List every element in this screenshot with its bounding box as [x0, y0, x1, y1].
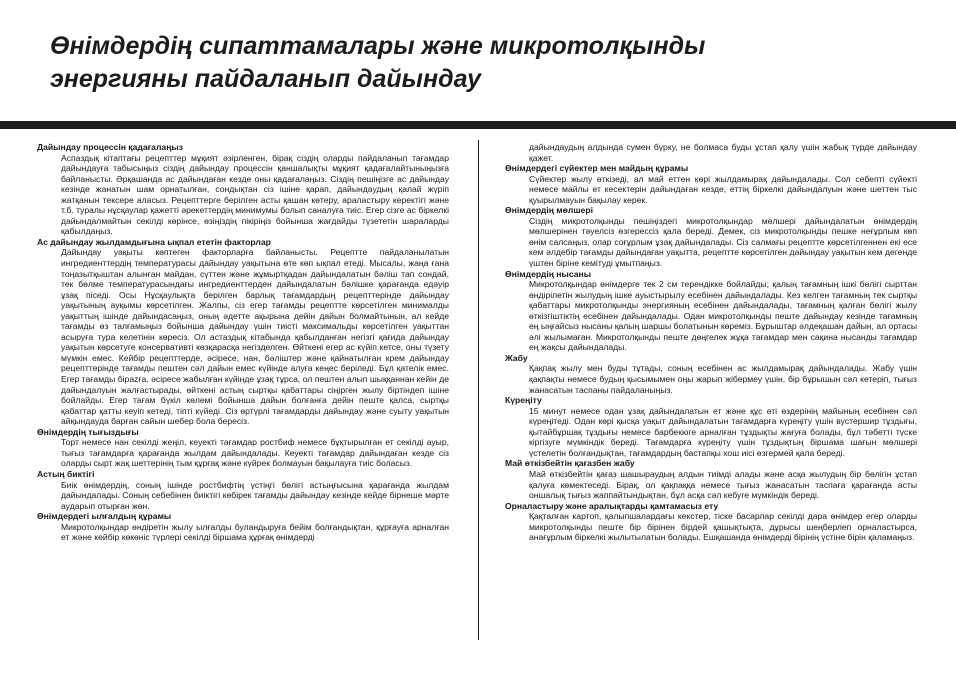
section-text: Сіздің микротолқынды пешіңіздегі микротолқындар мөлшері дайындалатын өнімдердің мөлшерінен тәуелсіз өзгерессіз қала береді. Демек, сіз микротолқынды пешке неғұрлым көп өнім салсаңыз, олар соғұрлым ұзақ дайындалады. Сіз салмағы рецептте көрсетілгеннен екі есе кем әлдебір тағамды дайындаған уақытта, рецептте көрсетілген дайындау уақытын кем дегенде үштен біріне кемітуді ұмытпаңыз. [529, 215, 917, 269]
right-column [505, 142, 917, 543]
section-heading: Астың биктігі [37, 468, 95, 479]
section-text: Дайындау уақыты көптеген факторларға байланысты. Рецепттe пайдаланылатын ингредиенттердің температурасы дайындау уақытына өте көп ықпал етеді. Мысалы, жаңа ғана тоңазытқыштан алынған майдан, сүттен және жұмыртқадан дайындалатын бәліш тап сондай, тек бөлме температурасындағы ингредиенттерден дайындалатын бәлішке қарағанда едәуір ұзақ піседі. Осы Нұсқаулықта берілген барлық тағамдардың рецепттерінде дайындау уақытының ауқымы көрсетілген. Жалпы, сіз егер тағамды рецептте көрсетілген минималды уақыттың ішінде дайындасаңыз, оның әдетте ақырына дейін дайын болмайтынын, ал кейде тағамды өз талғамыңыз бойынша дайындау үшін тиісті максимальды көрсетілген уақыттан асыруға тура келетінін көресіз. Ол астаздық кітабында қабылданған негізгі қағида дайындау уақытын көрсетуге консервативті көзқарасқа негізделген. Өйткені егер ас күйіп кетсе, оны түзету мүмкін емес. Кейбір рецепттерде, әсіресе, нан, бәліштер және қайнатылған крем дайындау рецепттерінде тағамды пештен сәл дайын емес күйінде алуға кеңес беріледі. Бұл қателік емес. Егер тағамды бірazға, әсіресе жабылған күйінде ұзақ тұрса, ол пештен алып шыққаннан кейін де дайындалуын жалғастырады, өйткені астың сыртқы қабаттары сіңірген жылу біртіндеп ішіне бойлайды. Егер тағам бүкіл көлемі бойынша дайын болғанға дейін пеште қалса, сыртқы қабаттар қатты кеуіп кетеді, тіпті күйеді. Сіз өртүрлі тағамдарды дайындау және суыту уақытын айқындауда барған сайын шебер бола бересіз. [61, 247, 449, 427]
section-speed-factors [37, 237, 449, 427]
page-title-line-1: Өнімдердің сипаттамалары және микротолқынды [50, 32, 706, 60]
section-heading: Өнімдердің нысаны [505, 268, 592, 279]
section-arrangement [505, 501, 917, 543]
section-heading: Өнімдердегі сүйектер мен майдың құрамы [505, 163, 689, 174]
section-text: Микротолқындар өндіретін жылу ылғалды буландыруға бейім болғандықтан, құрғауға арналған ет және кейбір көкөніс түрлері секілді біршама құрғақ өнімдерді [61, 521, 449, 543]
left-column [37, 142, 449, 543]
section-bones-fat [505, 163, 917, 205]
section-text: Торт немесе нан секілді жеңіл, кеуекті тағамдар ростбиф немесе бұқтырылған ет секілді ауыр, тығыз тағамдарға қарағанда жылдам дайындалады. Кеуекті тағамдар дайындаған кезде сіз оларды сырт жақ шеттерінің тым құрғақ және күйрек болмауын бақылауға тиіс боласыз. [61, 437, 449, 469]
section-text: 15 минут немесе одан ұзақ дайындалатын ет және құс еті өздерінің майының есебінен сәл күреңітеді. Одан көрі қысқа уақыт дайындалатын тағамдарға күреңіту үшін вустершир тұздығы, қытайбұршақ тұздығы немесе барбекюге арналған тұздықты жағуға болады, бұл тәбетті түске кіргізуге мүмкіндік береді. Тағамдарға күреңіту үшін тұздықтың біршама шағын мөлшері үстелетін болғандықтан, тағамдардың бастапқы хош иісі өзгермей қала береді. [529, 405, 917, 458]
section-heading: Дайындау процессін қадағалаңыз [37, 142, 183, 152]
section-browning [505, 395, 917, 458]
section-wax-paper [505, 458, 917, 500]
section-text: Қақпақ жылу мен буды тұтады, соның есебінен ас жылдамырақ дайындалады. Жабу үшін қақпақты немесе будың қысымымен оңы жарып жібермеу үшін, бір бұрышын сәл кетеріп, тығыз жанасатын таспаны пайдаланыңыз. [529, 363, 917, 395]
section-density [37, 427, 449, 469]
section-moisture [37, 511, 449, 543]
section-text: Аспаздық кітаптағы рецепттер мұқият әзірленген, бірақ сіздің оларды пайдаланып тағамдар дайындауға табысыңыз сіздің дайындау процессін қаншалықты мұқият қадағалайтыныңызға байланысты. Әрқашанда ас дайындаған кезде оны қадағалаңыз. Сіздің пешіңізге ас дайындау кезінде жанатын шам орнатылған, сондықтан сіз ішіне қарап, дайындаудың қалай жүріп жатқанын тексере аласыз. Рецепттерге берілген асты қашан көтеру, араластыру керектігі және т.б. туралы нұсқаулар қажетті әрекеттердің минимумы болып саналуға тиіс. Егер сізге ас біркелкі дайындалмайтын секілді көрінсе, өзіңіздің пікіріңіз бойынша жағдайды түзететін шараларды қабылдаңыз. [61, 152, 449, 237]
section-text: Биік өнімдердің, соның ішінде ростбифтің үстіңгі бөлігі астыңғысына қарағанда жылдам дайындалады. Соның себебінен биіктігі көбірек тағамды дайындау кезінде кейде бірнеше мәрте аударып отырған жөн. [61, 479, 449, 511]
continued-text: дайындаудың алдында сумен бүрку, не болмаса буды ұстап қалу үшін жабық түрде дайындау қажет. [529, 142, 917, 163]
section-covering [505, 353, 917, 395]
section-heading: Өнімдердің мөлшері [505, 205, 593, 216]
section-heading: Май өткізбейтін қағазбен жабу [505, 458, 635, 469]
section-heading: Күреңіту [505, 395, 542, 406]
section-heading: Ас дайындау жылдамдығына ықпал ететін факторлар [37, 236, 271, 247]
section-quantity [505, 205, 917, 268]
section-process-monitoring [37, 142, 449, 237]
section-text: Микротолқындар өнімдерге тек 2 см терендікке бойлайды; қалың тағамның ішкі бөлігі сырттан өндірілетін жылудың ішке ауыстырылу есебінен дайындалады. Кез келген тағамның тек сыртқы қабаттары микротолқынды энергияның есебінен дайындалады, тағамның қалған бөлігі жылу өткізгіштіктің есебінен дайындалады. Одан микротолқынды пеште дайындау кезінде тағамның ең ыңғайсыз нысаны қалың шаршы болатынын көреміз. Бұрыштар әлдеқашан дайын, ал ортасы әлі жылымаған. Микротолқынды пеште дөңгелек жұқа тағамдар мен сақина нысанды тағамдар ең жақсы дайындалады. [529, 279, 917, 353]
section-heading: Өнімдердің тығыздығы [37, 426, 139, 437]
page-title-line-2: энергияны пайдаланып дайындау [50, 65, 482, 93]
section-heading: Орналастыру және аралықтарды қамтамасыз ету [505, 500, 719, 511]
section-text: Сүйектер жылу өткізеді, ал май еттен көрі жылдамырақ дайындалады. Сол себепті сүйекті немесе майлы ет кесектерін дайындаған кезде, еттің біркелкі дайындалуын және шеттен тыс қуырылмауын бақылау керек. [529, 173, 917, 205]
page-title [50, 30, 930, 96]
section-shape [505, 269, 917, 353]
section-heading: Жабу [505, 352, 528, 363]
header-rule [0, 121, 956, 129]
column-divider [478, 140, 479, 640]
section-height [37, 469, 449, 511]
section-heading: Өнімдердегі ылғалдың құрамы [37, 511, 172, 522]
section-text: Қақталған картоп, қалыпшалардағы кекстер, тіске басарлар секілді дара өнімдер егер оларды микротолқынды пеште бір бірінен бірдей қашықтықта, дұрысы шеңберлеп орналастырса, анағұрлым біркелкі жылытылатын болады. Ешқашанда өнімдерді бірінің үстіне бірін қаламаңыз. [529, 511, 917, 543]
section-text: Май өткізбейтін қағаз шашыраудың алдын тиімді алады және асқа жылудың бір бөлігін ұстап қалуға көмектеседі. Бірақ, ол қақпаққа немесе тығыз жанасатын таспаға қарағанда асты оншалық тығыз жаппайтындықтан, бұл асқа сәл кебуге мүмкіндік береді. [529, 468, 917, 501]
